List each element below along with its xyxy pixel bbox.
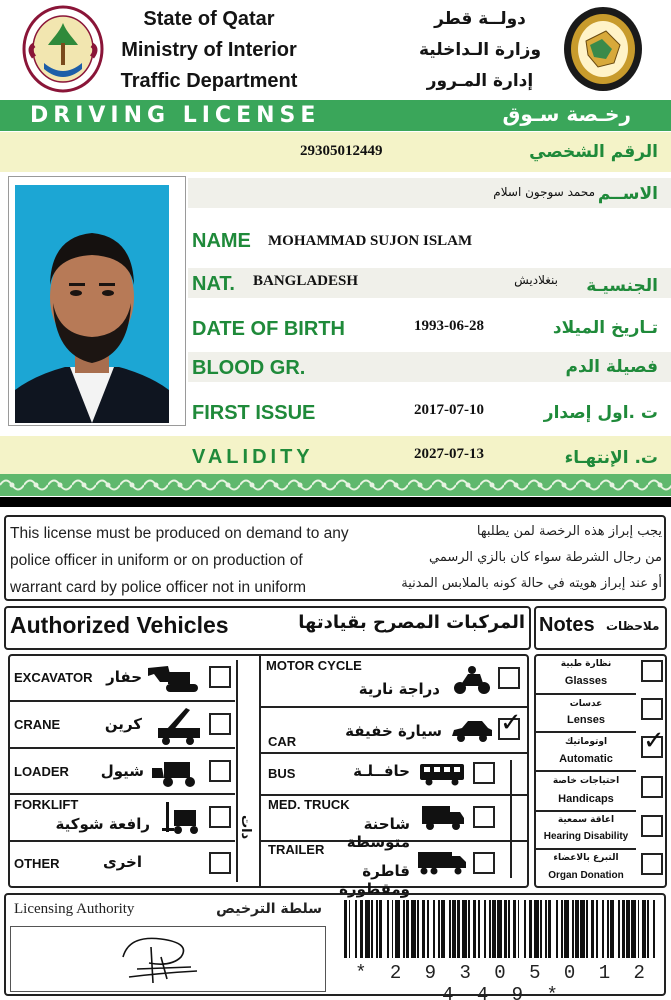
vehicle-checkbox[interactable] [209, 713, 231, 735]
holder-photo [15, 185, 169, 423]
header-department: Traffic Department [120, 70, 298, 92]
license-title-en: DRIVING LICENSE [30, 103, 321, 128]
notice-en-line: This license must be produced on demand to any [10, 525, 349, 542]
header-state: State of Qatar [143, 8, 275, 30]
note-label-ar: اوتوماتيك [564, 737, 608, 747]
licensing-authority-label-ar: سلطة الترخيص [216, 901, 322, 917]
name-label-ar: الاســم [597, 184, 658, 204]
note-label: Organ Donation [548, 870, 624, 881]
licensing-authority-label: Licensing Authority [14, 901, 135, 917]
signature-icon [11, 927, 327, 991]
notice-english [10, 520, 380, 601]
notes-title-ar: ملاحظات [606, 619, 660, 633]
signature-box [10, 926, 326, 992]
note-checkbox[interactable] [641, 776, 663, 798]
nationality-label: NAT. [192, 273, 235, 295]
vehicle-label: CRANE [14, 717, 61, 732]
validity-label: VALIDITY [192, 446, 314, 468]
vehicle-label: BUS [268, 766, 296, 781]
trailer-icon [416, 848, 468, 876]
first-issue-label-ar: ت .اول إصدار [543, 403, 658, 423]
header-english [104, 4, 314, 97]
vehicle-label-ar: اخرى [102, 853, 142, 871]
vehicles-divider [259, 654, 261, 888]
first-issue-label: FIRST ISSUE [192, 402, 316, 424]
row-sep [10, 700, 235, 702]
holder-portrait-icon [15, 185, 169, 423]
header-ministry-ar: وزارة الـداخلية [418, 40, 542, 60]
vehicle-label-ar: حفار [106, 668, 142, 686]
note-checkbox[interactable] [641, 815, 663, 837]
vehicle-checkbox[interactable] [209, 852, 231, 874]
notes-title-en: Notes [539, 614, 595, 636]
vehicle-checkbox[interactable] [209, 666, 231, 688]
vehicle-checkbox[interactable] [209, 760, 231, 782]
notes-sep [536, 770, 636, 772]
vehicle-checkbox[interactable] [473, 852, 495, 874]
decorative-border [0, 474, 671, 496]
name-label: NAME [192, 230, 251, 252]
notice-ar-line: أو عند إبراز هويته في حالة كونه بالملابس المدنية [401, 576, 662, 591]
vehicle-label: MED. TRUCK [268, 797, 350, 812]
header-arabic [400, 4, 560, 97]
vehicle-label: LOADER [14, 764, 69, 779]
nationality-value: BANGLADESH [253, 273, 359, 289]
note-checkbox[interactable] [641, 853, 663, 875]
authorized-title-en: Authorized Vehicles [10, 612, 229, 638]
ornament-pattern-icon [0, 474, 671, 496]
row-sep [261, 752, 527, 754]
card-divider [0, 497, 671, 507]
note-label-ar: اعاقة سمعية [557, 815, 615, 825]
nationality-value-ar: بنغلاديش [514, 273, 558, 287]
vehicle-label-ar: حافــلـة [353, 762, 410, 780]
notes-sep [536, 693, 636, 695]
vehicle-checkbox[interactable] [498, 667, 520, 689]
note-label-ar: عدسات [569, 699, 603, 709]
header-department-ar: إدارة المـرور [426, 71, 534, 91]
vehicle-label: TRAILER [268, 842, 325, 857]
license-title-ar: رخـصة سـوق [502, 102, 631, 126]
vehicle-label-ar: كرين [104, 715, 142, 733]
row-sep [10, 747, 235, 749]
crane-truck-icon [156, 706, 202, 746]
driving-license-band [0, 100, 671, 131]
note-checkbox[interactable] [641, 660, 663, 682]
vehicle-label-ar: شيول [100, 762, 144, 780]
note-label: Hearing Disability [543, 831, 629, 842]
vehicle-checkbox[interactable] [473, 806, 495, 828]
authorized-title-ar: المركبات المصرح بقيادتها [298, 612, 525, 633]
barcode [344, 900, 660, 958]
validity-label-ar: ت. الإنتهـاء [564, 448, 658, 468]
name-ar-value: محمد سوجون اسلام [493, 185, 595, 199]
vehicle-label-ar: شاحنة متوسطة [346, 815, 410, 851]
bracket-right-line [510, 760, 512, 878]
note-label: Lenses [567, 714, 605, 726]
note-label: Handicaps [558, 793, 614, 805]
vehicle-checkbox[interactable] [473, 762, 495, 784]
barcode-bar [653, 900, 655, 958]
note-label-ar: نظارة طبية [560, 659, 612, 669]
qatar-ministry-emblem-icon [22, 5, 104, 93]
loader-icon [150, 756, 202, 788]
notice-en-line: police officer in uniform or on production of [10, 552, 303, 569]
blood-label: BLOOD GR. [192, 357, 306, 379]
barcode-text: * 2 9 3 0 5 0 1 2 4 4 9 * [355, 962, 651, 1000]
first-issue-value: 2017-07-10 [414, 402, 484, 418]
row-sep [10, 840, 235, 842]
motorcycle-icon [452, 664, 492, 696]
note-label-ar: التبرع بالاعضاء [553, 853, 619, 863]
blood-label-ar: فصيلة الدم [565, 357, 658, 377]
personal-id-value: 29305012449 [300, 143, 383, 159]
vehicle-label-ar: سيارة خفيفة [345, 722, 442, 740]
excavator-icon [146, 664, 202, 694]
dob-value: 1993-06-28 [414, 318, 484, 334]
personal-id-label-ar: الرقم الشخصي [529, 142, 658, 162]
vehicle-label-ar: دراجة نارية [358, 680, 440, 698]
vehicle-label: CAR [268, 734, 297, 749]
license-header [0, 0, 671, 100]
bracket-left-line [236, 660, 238, 882]
note-label-ar: احتياجات خاصة [552, 776, 620, 786]
car-icon [450, 718, 494, 744]
vertical-label: دات [238, 815, 253, 840]
dob-label-ar: تـاريخ الميلاد [552, 318, 658, 338]
car-check-mark: ✓ [500, 708, 522, 738]
vehicle-label-ar: رافعة شوكية [55, 815, 150, 833]
vehicle-label-ar: قاطرة ومقطورة [339, 862, 410, 898]
header-state-ar: دولــة قطر [434, 9, 526, 29]
notice-ar-line: يجب إبراز هذه الرخصة لمن يطلبها [476, 524, 662, 539]
truck-icon [420, 804, 466, 832]
gcc-emblem-icon [562, 5, 644, 93]
note-label: Automatic [559, 753, 613, 765]
notes-sep [536, 810, 636, 812]
forklift-icon [162, 800, 202, 836]
vehicle-label: EXCAVATOR [14, 670, 93, 685]
header-ministry: Ministry of Interior [121, 39, 297, 61]
name-value: MOHAMMAD SUJON ISLAM [268, 233, 473, 249]
bus-icon [418, 762, 466, 786]
validity-value: 2027-07-13 [414, 446, 484, 462]
notes-sep [536, 848, 636, 850]
nationality-label-ar: الجنسيـة [586, 276, 658, 296]
notice-ar-line: من رجال الشرطة سواء كان بالزي الرسمي [429, 550, 662, 565]
vehicle-label: OTHER [14, 856, 60, 871]
vehicle-label: MOTOR CYCLE [266, 658, 362, 673]
note-label: Glasses [564, 675, 608, 687]
row-sep [261, 706, 527, 708]
notice-arabic [360, 519, 662, 597]
row-sep [261, 794, 527, 796]
notes-sep [536, 731, 636, 733]
vehicle-checkbox[interactable] [209, 806, 231, 828]
vehicle-label: FORKLIFT [14, 797, 79, 812]
note-checkbox[interactable] [641, 698, 663, 720]
notice-en-line: warrant card by police officer not in uniform [10, 579, 307, 596]
row-sep [10, 793, 235, 795]
dob-label: DATE OF BIRTH [192, 318, 345, 340]
automatic-check-mark: ✓ [643, 726, 665, 756]
